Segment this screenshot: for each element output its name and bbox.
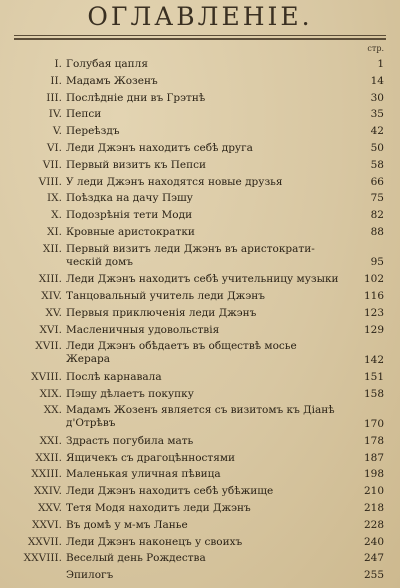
- chapter-number: XXII.: [35, 451, 62, 464]
- toc-entry: [0, 452, 400, 466]
- chapter-number: XIX.: [39, 387, 62, 400]
- chapter-number: I.: [54, 58, 62, 70]
- toc-entry: [0, 388, 400, 402]
- chapter-title: Въ домѣ у м-мъ Ланье: [66, 518, 188, 531]
- chapter-number: XIII.: [38, 273, 62, 286]
- chapter-title: Послѣдніе дни въ Грэтнѣ: [66, 91, 206, 104]
- toc-entry: [0, 502, 400, 516]
- chapter-title: Леди Джэнъ наконецъ у своихъ: [66, 535, 243, 548]
- chapter-title: Подозрѣнія тети Моди: [66, 209, 193, 222]
- chapter-number: VII.: [42, 158, 62, 171]
- page-number: 228: [363, 518, 384, 531]
- chapter-number: XXIV.: [33, 485, 62, 498]
- chapter-number: XX.: [43, 404, 62, 417]
- page-number: 42: [370, 125, 384, 138]
- chapter-number: XVII.: [35, 340, 62, 353]
- page-number: 35: [370, 108, 384, 121]
- toc-entry: [0, 58, 400, 72]
- toc-entry: [0, 536, 400, 550]
- chapter-number: X.: [51, 209, 62, 222]
- chapter-title: Переѣздъ: [66, 125, 120, 138]
- page-number: 75: [370, 192, 384, 205]
- page-number: 151: [363, 370, 384, 383]
- chapter-number: IX.: [47, 192, 62, 205]
- page-number: 178: [363, 434, 384, 447]
- toc-entry: [0, 243, 400, 270]
- page-number: 198: [363, 468, 384, 481]
- chapter-title: Здрасть погубила мать: [66, 434, 194, 447]
- chapter-number: XVIII.: [31, 370, 62, 383]
- page-number: 14: [370, 74, 384, 87]
- chapter-title: Веселый день Рождества: [66, 552, 206, 565]
- toc-entry: [0, 209, 400, 223]
- toc-entry: [0, 552, 400, 566]
- toc-entry: [0, 435, 400, 449]
- chapter-title: Пэшу дѣлаетъ покупку: [66, 387, 194, 400]
- chapter-title: Эпилогъ: [66, 569, 114, 582]
- chapter-title: У леди Джэнъ находятся новые друзья: [66, 175, 283, 188]
- chapter-number: II.: [50, 74, 62, 87]
- page-number: 255: [363, 569, 384, 582]
- chapter-title: Масленичныя удовольствія: [66, 323, 220, 336]
- chapter-title: Леди Джэнъ находитъ себѣ учительницу музыки: [66, 273, 339, 286]
- chapter-title: Танцовальный учитель леди Джэнъ: [66, 290, 265, 302]
- chapter-number: XXVI.: [31, 518, 62, 531]
- chapter-title: Первыя приключенія леди Джэнъ: [66, 306, 257, 319]
- chapter-title: Мадамъ Жозенъ является съ визитомъ къ Діанѣ д'Отрѣвъ: [66, 404, 335, 430]
- page-number: 218: [363, 502, 384, 514]
- toc-entry: [0, 519, 400, 533]
- toc-entry: [0, 176, 400, 190]
- chapter-number: V.: [52, 125, 62, 138]
- toc-entry: [0, 142, 400, 156]
- toc-entry: [0, 290, 400, 304]
- page-number: 95: [370, 256, 384, 269]
- toc-entry: [0, 340, 400, 367]
- toc-entry: [0, 92, 400, 106]
- chapter-title: Послѣ карнавала: [66, 370, 162, 383]
- page-number: 142: [363, 353, 384, 366]
- page-number: 123: [363, 306, 384, 319]
- chapter-number: XI.: [47, 226, 62, 238]
- chapter-title: Леди Джэнъ находитъ себѣ убѣжище: [66, 485, 274, 498]
- toc-entry: [0, 273, 400, 287]
- page-number: 1: [377, 58, 384, 70]
- chapter-title: Маленькая уличная пѣвица: [66, 468, 221, 481]
- page-number: 88: [370, 226, 384, 238]
- chapter-title: Тетя Модя находитъ леди Джэнъ: [66, 502, 251, 514]
- chapter-number: VI.: [46, 142, 62, 154]
- toc-entry: [0, 404, 400, 431]
- chapter-number: XXI.: [39, 434, 62, 447]
- page-number: 240: [363, 535, 384, 548]
- chapter-title: Первый визитъ леди Джэнъ въ аристократи- ческій домъ: [66, 242, 315, 268]
- chapter-title: Леди Джэнъ обѣдаетъ въ обществѣ мосье Жерара: [66, 340, 297, 366]
- page-number: 210: [363, 485, 384, 498]
- page-number: 82: [370, 209, 384, 222]
- chapter-number: XII.: [42, 242, 62, 255]
- chapter-title: Пепси: [66, 108, 102, 121]
- page-number: 102: [363, 273, 384, 286]
- chapter-number: XIV.: [41, 290, 62, 302]
- page-number: 170: [363, 417, 384, 430]
- chapter-title: Первый визитъ къ Пепси: [66, 158, 206, 171]
- toc-entry: [0, 468, 400, 482]
- toc-entry: [0, 75, 400, 89]
- chapter-title: Поѣздка на дачу Пэшу: [66, 192, 193, 205]
- chapter-number: IV.: [48, 108, 62, 121]
- page-column-label: стр.: [367, 44, 384, 53]
- page-number: 247: [363, 552, 384, 565]
- toc-entry: [0, 324, 400, 338]
- chapter-number: XV.: [45, 306, 62, 319]
- page-number: 129: [363, 323, 384, 336]
- chapter-number: XXV.: [37, 502, 62, 514]
- toc-entry: [0, 307, 400, 321]
- toc-entry: [0, 485, 400, 499]
- page-number: 66: [370, 175, 384, 188]
- title-rule-thick: [14, 38, 386, 40]
- toc-entry: [0, 226, 400, 240]
- page-title: ОГЛАВЛЕНІЕ.: [87, 2, 313, 31]
- chapter-title: Ящичекъ съ драгоцѣнностями: [66, 451, 236, 464]
- toc-entry: [0, 108, 400, 122]
- chapter-number: III.: [46, 91, 62, 104]
- page-number: 50: [370, 142, 384, 154]
- chapter-title: Голубая цапля: [66, 58, 148, 70]
- toc-entry: [0, 192, 400, 206]
- chapter-number: XVI.: [39, 323, 62, 336]
- toc-entry: [0, 569, 400, 583]
- chapter-title: Кровные аристократки: [66, 226, 195, 238]
- chapter-number: XXIII.: [31, 468, 62, 481]
- page-number: 116: [363, 290, 384, 302]
- toc-entry: [0, 125, 400, 139]
- page-number: 30: [370, 91, 384, 104]
- title-rule-thin: [14, 35, 386, 36]
- toc-entry: [0, 159, 400, 173]
- chapter-number: VIII.: [38, 175, 62, 188]
- page-number: 158: [363, 387, 384, 400]
- page-number: 187: [363, 451, 384, 464]
- chapter-title: Мадамъ Жозенъ: [66, 74, 158, 87]
- page-number: 58: [370, 158, 384, 171]
- chapter-number: XXVIII.: [23, 552, 62, 565]
- toc-entry: [0, 371, 400, 385]
- chapter-title: Леди Джэнъ находитъ себѣ друга: [66, 142, 253, 154]
- chapter-number: XXVII.: [27, 535, 62, 548]
